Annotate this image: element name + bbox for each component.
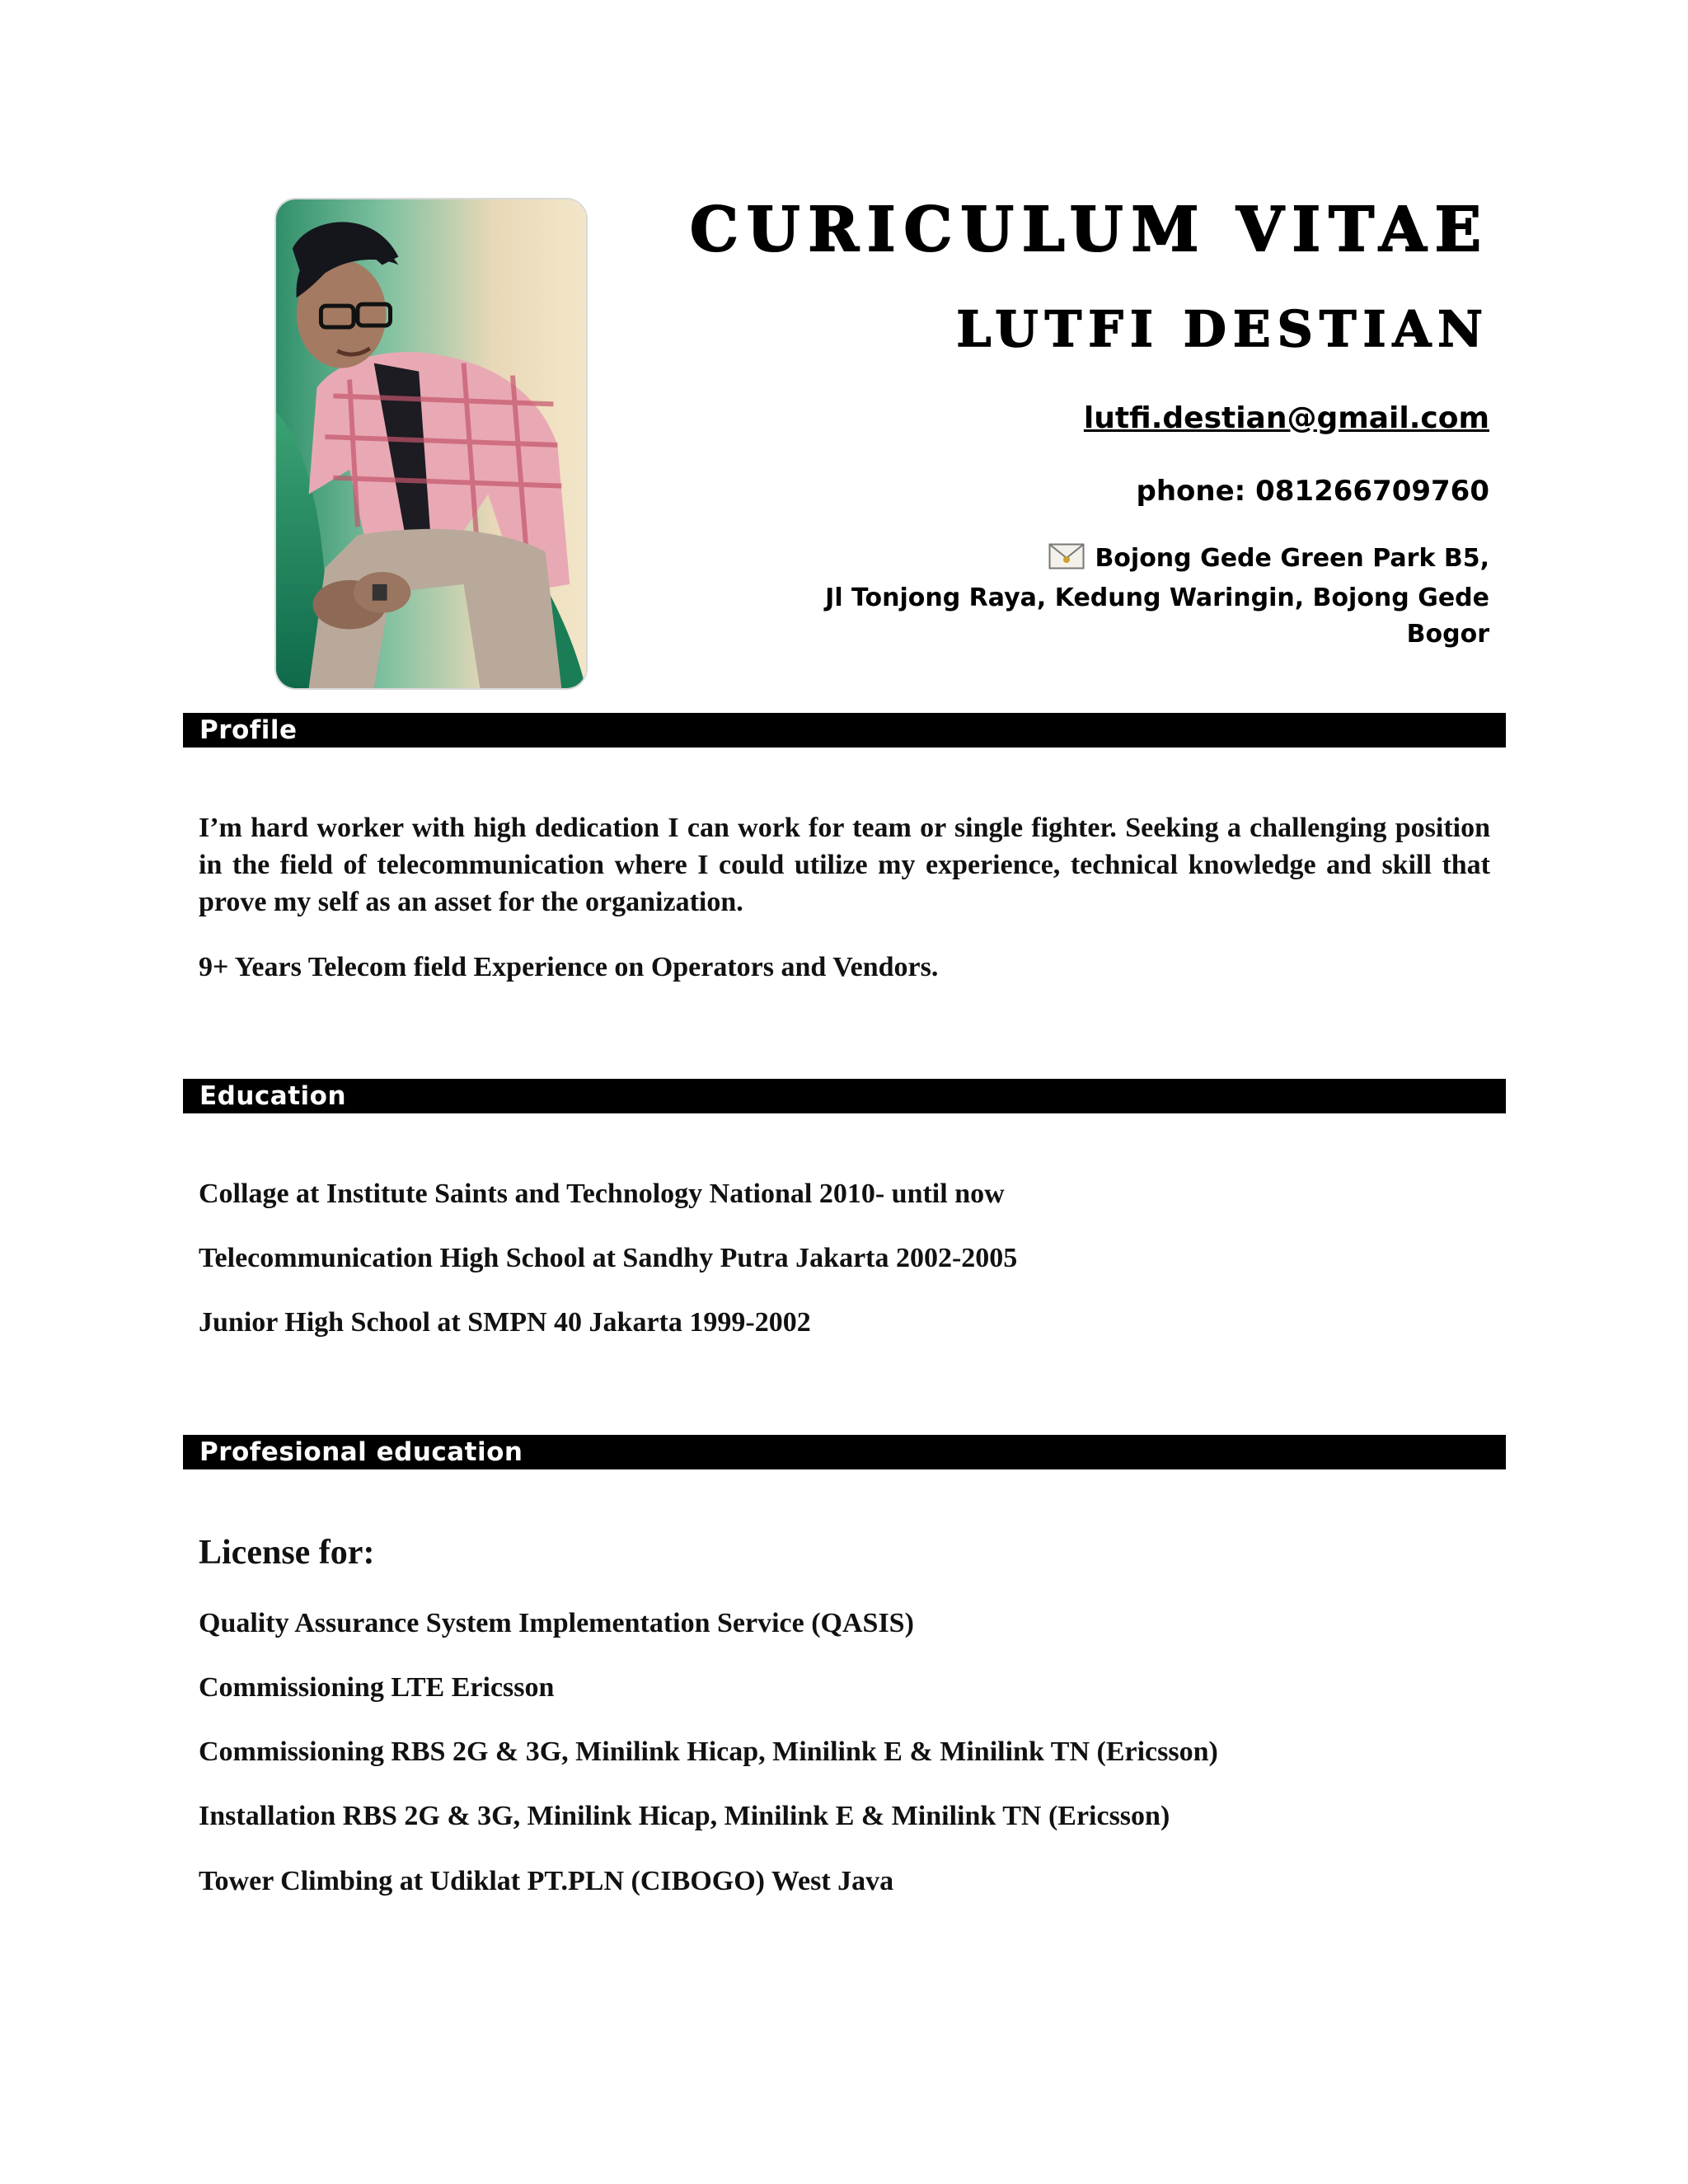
section-title-profile: Profile (199, 715, 298, 745)
license-item: Tower Climbing at Udiklat PT.PLN (CIBOGO) West Java (199, 1866, 894, 1896)
section-header-education (183, 1079, 1506, 1113)
address-line-2: Jl Tonjong Raya, Kedung Waringin, Bojong Gede (825, 583, 1489, 612)
candidate-name: LUTFI DESTIAN (956, 301, 1489, 359)
phone-number: phone: 081266709760 (1136, 475, 1489, 508)
license-item: Installation RBS 2G & 3G, Minilink Hicap, Minilink E & Minilink TN (Ericsson) (199, 1801, 1170, 1831)
section-header-profile (183, 713, 1506, 748)
profile-paragraph: I’m hard worker with high dedication I can work for team or single fighter. Seeking a challenging position in the field of telecommunication where I could utilize my experience, technical knowledge and skill that prove my self as an asset for the organization. (199, 813, 1490, 917)
address-street: Bojong Gede Green Park B5, (1095, 544, 1489, 573)
license-title: License for: (199, 1534, 375, 1572)
education-item: Junior High School at SMPN 40 Jakarta 1999-2002 (199, 1307, 811, 1338)
envelope-icon (1048, 543, 1085, 580)
portrait-image (276, 199, 586, 688)
profile-photo (274, 198, 588, 690)
address-line-3: Bogor (1406, 620, 1489, 649)
license-item: Commissioning LTE Ericsson (199, 1672, 555, 1703)
education-item: Collage at Institute Saints and Technology National 2010- until now (199, 1179, 1005, 1209)
profile-experience: 9+ Years Telecom field Experience on Operators and Vendors. (199, 952, 939, 982)
document-title: CURICULUM VITAE (689, 194, 1489, 265)
address-block (825, 541, 1489, 653)
address-line-1 (825, 541, 1489, 580)
education-item: Telecommunication High School at Sandhy Putra Jakarta 2002-2005 (199, 1243, 1018, 1273)
section-title-education: Education (199, 1081, 347, 1111)
license-item: Commissioning RBS 2G & 3G, Minilink Hicap, Minilink E & Minilink TN (Ericsson) (199, 1736, 1218, 1767)
section-title-professional: Profesional education (199, 1437, 523, 1467)
section-header-professional (183, 1435, 1506, 1469)
email-link[interactable]: lutfi.destian@gmail.com (1083, 401, 1489, 435)
license-item: Quality Assurance System Implementation Service (QASIS) (199, 1608, 914, 1638)
